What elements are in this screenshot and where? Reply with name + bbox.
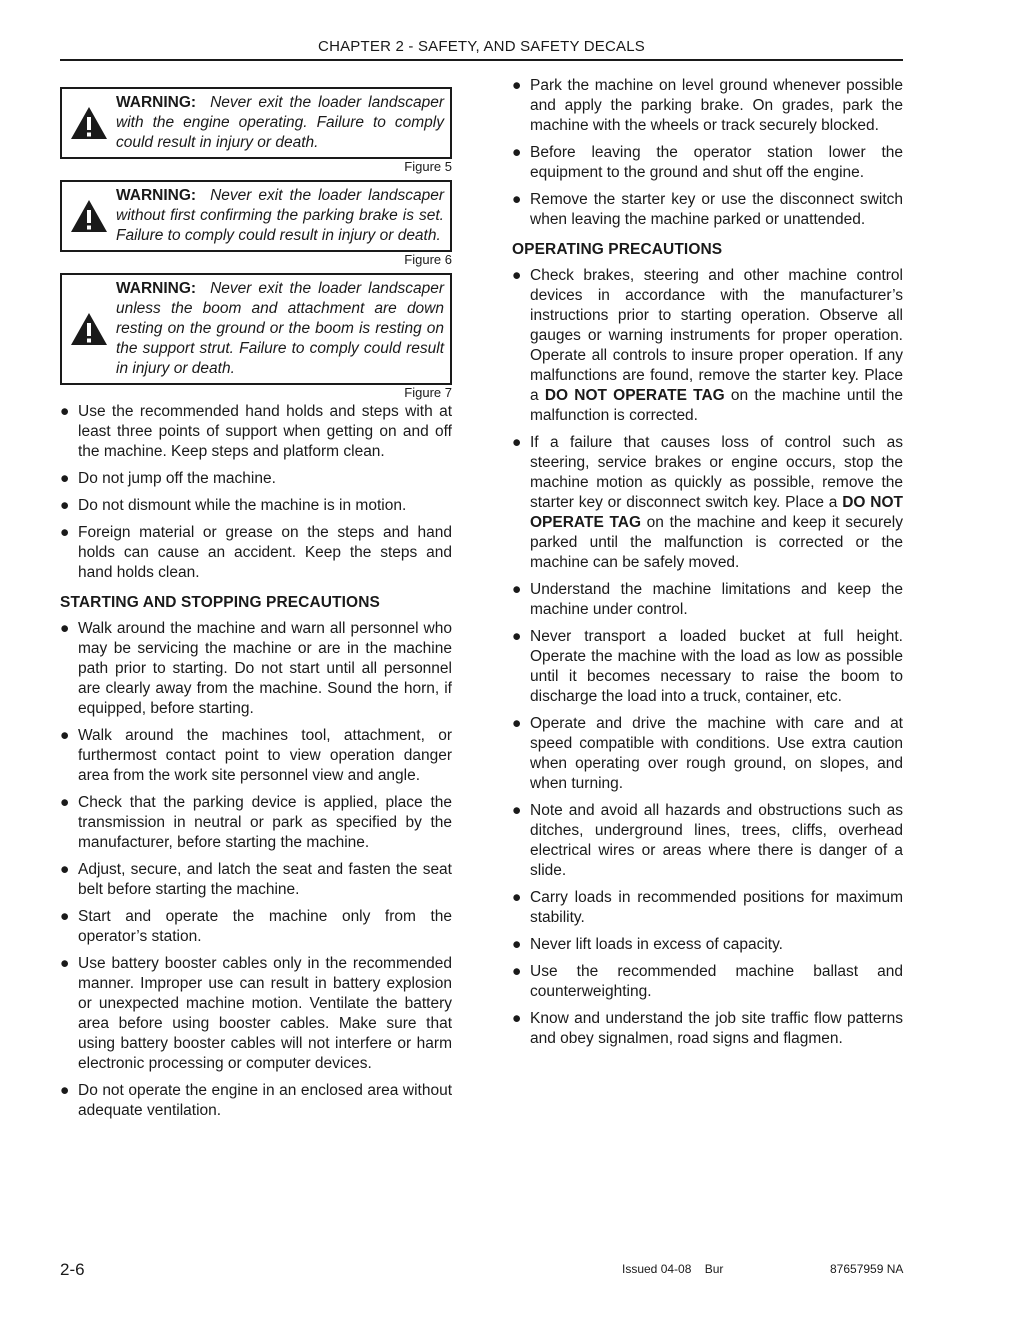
list-item: ● Adjust, secure, and latch the seat and fasten the seat belt before starting the machine. <box>60 861 452 898</box>
list-item: ● Do not dismount while the machine is in motion. <box>60 497 407 514</box>
list-item: ● If a failure that causes loss of control such as steering, service brakes or engine occurs, stop the machine motion as quickly as possible, remove the starter key or disconnect switch key. Place a DO NOT OPERATE TAG on the machine and keep it securely parked until the malfunction is corrected or the machine can be safely moved. <box>512 434 903 571</box>
figure-caption: Figure 7 <box>404 385 452 400</box>
warning-label: WARNING: <box>116 280 197 297</box>
bullet-icon: ● <box>512 889 522 906</box>
right-column <box>512 76 903 1049</box>
list-item: ● Know and understand the job site traffic flow patterns and obey signalmen, road signs and flagmen. <box>512 1010 903 1047</box>
list-item: ● Never transport a loaded bucket at full height. Operate the machine with the load as low as possible until it becomes necessary to raise the boom to discharge the load into a truck, container, etc. <box>512 628 903 705</box>
bullet-icon: ● <box>60 727 70 744</box>
bullet-icon: ● <box>512 191 522 208</box>
part-number: 87657959 NA <box>830 1262 904 1276</box>
bullet-icon: ● <box>512 77 522 94</box>
bullet-icon: ● <box>60 908 70 925</box>
list-item: ● Walk around the machine and warn all personnel who may be servicing the machine or are in the machine path prior to starting. Do not start until all personnel are clearly away from the machine. Sound the horn, if equipped, before starting. <box>60 620 452 717</box>
list-item: ● Do not jump off the machine. <box>60 470 276 487</box>
bullet-icon: ● <box>60 861 70 878</box>
bullet-icon: ● <box>512 628 522 645</box>
list-item: ● Start and operate the machine only from the operator’s station. <box>60 908 452 945</box>
bullet-icon: ● <box>60 497 70 514</box>
list-item: ● Foreign material or grease on the steps and hand holds can cause an accident. Keep the steps and hand holds clean. <box>60 524 452 581</box>
starting-precautions-list <box>60 619 452 1121</box>
list-item: ● Check that the parking device is applied, place the transmission in neutral or park as specified by the manufacturer, before starting the machine. <box>60 794 452 851</box>
list-item: ● Never lift loads in excess of capacity. <box>512 936 783 953</box>
bullet-icon: ● <box>60 470 70 487</box>
bullet-icon: ● <box>512 434 522 451</box>
bullet-icon: ● <box>512 144 522 161</box>
warning-text: Never exit the loader landscaper with the engine operating. Failure to comply could result in injury or death. <box>116 94 444 151</box>
figure-caption: Figure 6 <box>404 252 452 267</box>
list-item: ● Use the recommended hand holds and steps with at least three points of support when getting on and off the machine. Keep steps and platform clean. <box>60 403 452 460</box>
bullet-icon: ● <box>512 1010 522 1027</box>
warning-text: Never exit the loader landscaper unless the boom and attachment are down resting on the ground or the boom is resting on the support strut. Failure to comply could result in injury or death. <box>116 280 444 377</box>
warning-triangle-icon <box>70 199 108 233</box>
warning-triangle-icon <box>70 106 108 140</box>
warning-label: WARNING: <box>116 94 197 111</box>
warning-box <box>60 87 452 159</box>
bullet-icon: ● <box>512 715 522 732</box>
page-number: 2-6 <box>60 1260 85 1279</box>
list-item: ● Use the recommended machine ballast and counterweighting. <box>512 963 903 1000</box>
bullet-icon: ● <box>60 955 70 972</box>
list-item: ● Before leaving the operator station lower the equipment to the ground and shut off the engine. <box>512 144 903 181</box>
bullet-icon: ● <box>60 620 70 637</box>
bullet-icon: ● <box>60 524 70 541</box>
bullet-icon: ● <box>512 936 522 953</box>
bullet-icon: ● <box>60 794 70 811</box>
section-heading: OPERATING PRECAUTIONS <box>512 241 723 258</box>
list-item: ● Use battery booster cables only in the recommended manner. Improper use can result in battery explosion or unexpected machine motion. Ventilate the battery area before using booster cables. Make sure that using battery booster cables will not interfere or harm electronic processing or computer devices. <box>60 955 452 1072</box>
operating-precautions-list <box>512 266 903 1049</box>
header-divider <box>60 59 903 61</box>
bullet-icon: ● <box>512 963 522 980</box>
list-item: ● Remove the starter key or use the disconnect switch when leaving the machine parked or unattended. <box>512 191 903 228</box>
list-item: ● Park the machine on level ground whenever possible and apply the parking brake. On grades, park the machine with the wheels or track securely blocked. <box>512 77 903 134</box>
bullet-icon: ● <box>512 267 522 284</box>
bullet-icon: ● <box>60 1082 70 1099</box>
warning-box <box>60 180 452 252</box>
safety-bullet-list <box>60 402 452 583</box>
left-column <box>60 76 452 1121</box>
list-item: ● Operate and drive the machine with care and at speed compatible with conditions. Use extra caution when operating over rough ground, on slopes, and when turning. <box>512 715 903 792</box>
list-item: ● Do not operate the engine in an enclosed area without adequate ventilation. <box>60 1082 452 1119</box>
warning-label: WARNING: <box>116 187 197 204</box>
list-item: ● Walk around the machines tool, attachment, or furthermost contact point to view operation danger area from the work site personnel view and angle. <box>60 727 452 784</box>
list-item: ● Check brakes, steering and other machine control devices in accordance with the manufacturer’s instructions prior to starting operation. Observe all gauges or warning instruments for proper operation. Operate all controls to insure proper operation. If any malfunctions are found, remove the starter key. Place a DO NOT OPERATE TAG on the machine until the malfunction is corrected. <box>512 267 904 424</box>
issue-date: Issued 04-08 Bur <box>622 1262 724 1276</box>
section-heading: STARTING AND STOPPING PRECAUTIONS <box>60 594 380 611</box>
page-header: CHAPTER 2 - SAFETY, AND SAFETY DECALS <box>318 38 645 55</box>
parking-bullet-list <box>512 76 903 230</box>
list-item: ● Understand the machine limitations and keep the machine under control. <box>512 581 903 618</box>
warning-triangle-icon <box>70 312 108 346</box>
warning-box <box>60 273 452 385</box>
list-item: ● Carry loads in recommended positions for maximum stability. <box>512 889 903 926</box>
figure-caption: Figure 5 <box>404 159 452 174</box>
warning-text: Never exit the loader landscaper without first confirming the parking brake is set. Failure to comply could result in injury or death. <box>116 187 444 244</box>
list-item: ● Note and avoid all hazards and obstructions such as ditches, underground lines, trees, cliffs, overhead electrical wires or areas where there is danger of a slide. <box>512 802 903 879</box>
bullet-icon: ● <box>60 403 70 420</box>
bullet-icon: ● <box>512 802 522 819</box>
bullet-icon: ● <box>512 581 522 598</box>
